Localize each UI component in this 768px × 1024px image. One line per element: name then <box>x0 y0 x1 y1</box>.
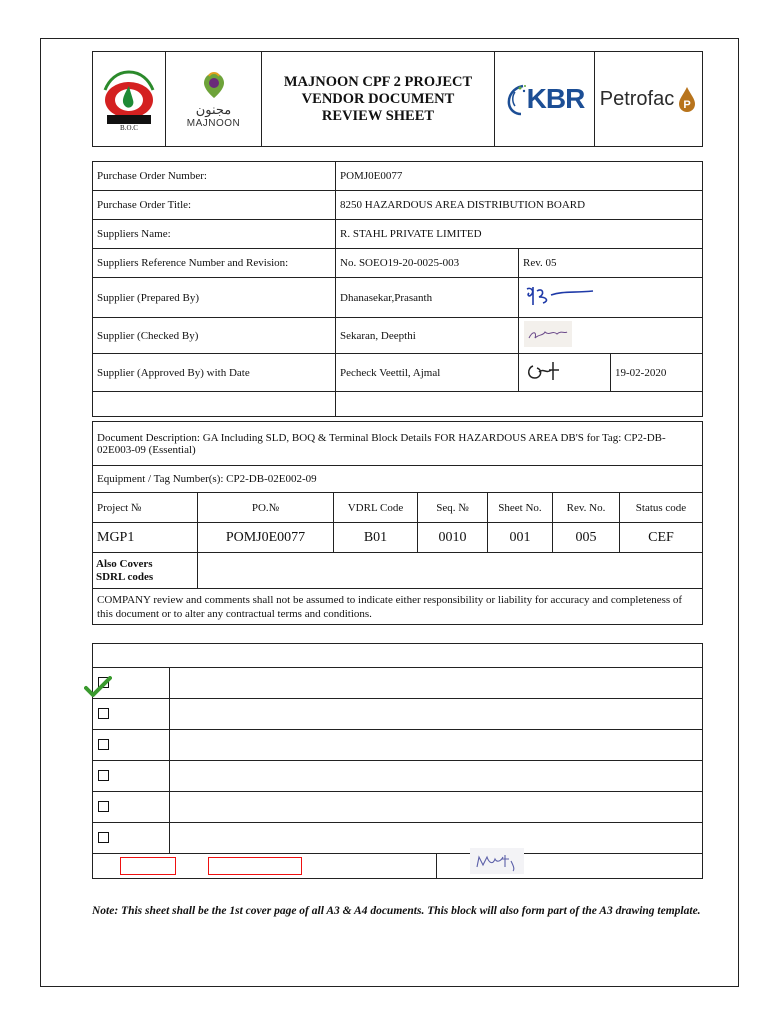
supplier-name-label: Suppliers Name: <box>93 220 336 249</box>
blank-cell-right <box>336 392 703 417</box>
also-covers-row <box>93 553 703 589</box>
val-sheet: 001 <box>488 523 553 553</box>
checked-label: Supplier (Checked By) <box>93 318 336 354</box>
po-title-label: Purchase Order Title: <box>93 191 336 220</box>
checkbox-cell-4 <box>93 761 170 792</box>
checklist-row-2 <box>93 699 703 730</box>
hdr-po: PO.№ <box>198 493 334 523</box>
petrofac-logo-cell <box>595 52 702 146</box>
approved-signature-cell <box>519 354 611 392</box>
hdr-rev: Rev. No. <box>553 493 620 523</box>
majnoon-logo-icon <box>199 70 229 100</box>
checklist-header-cell <box>93 644 703 668</box>
checkbox-4[interactable] <box>98 770 109 781</box>
also-covers-line-1: Also Covers <box>96 557 153 570</box>
row-supplier-name <box>93 220 703 249</box>
approved-signature <box>523 358 573 384</box>
hdr-seq: Seq. № <box>418 493 488 523</box>
checked-signature <box>523 320 573 348</box>
checklist-text-1 <box>170 668 703 699</box>
kbr-logo-text: KBR <box>526 83 585 114</box>
code-values-row <box>93 523 703 553</box>
prepared-signature <box>523 283 603 309</box>
svg-text:P: P <box>683 99 691 111</box>
row-po-number <box>93 162 703 191</box>
checklist-text-5 <box>170 792 703 823</box>
also-covers-value <box>198 553 703 589</box>
row-blank <box>93 392 703 417</box>
checklist-header-row <box>93 644 703 668</box>
prepared-name: Dhanasekar,Prasanth <box>336 278 519 318</box>
row-approved <box>93 354 703 392</box>
checkbox-6[interactable] <box>98 832 109 843</box>
ref-label: Suppliers Reference Number and Revision: <box>93 249 336 278</box>
prepared-label: Supplier (Prepared By) <box>93 278 336 318</box>
checked-signature-cell <box>519 318 703 354</box>
equipment-tag: Equipment / Tag Number(s): CP2-DB-02E002-09 <box>93 466 703 493</box>
val-po: POMJ0E0077 <box>198 523 334 553</box>
petrofac-drop-icon <box>677 85 697 113</box>
also-covers-label <box>93 553 198 589</box>
cover-page-note: Note: This sheet shall be the 1st cover page of all A3 & A4 documents. This block will also form part of the A3 drawing template. <box>92 905 701 917</box>
checkmark-icon <box>84 676 112 698</box>
checkbox-3[interactable] <box>98 739 109 750</box>
val-status: CEF <box>620 523 703 553</box>
doc-description: Document Description: GA Including SLD, BOQ & Terminal Block Details FOR HAZARDOUS AREA DB'S for Tag: CP2-DB-02E003-09 (Essential) <box>93 422 703 466</box>
boc-label: B.O.C <box>120 124 138 132</box>
majnoon-logo-cell <box>166 52 262 146</box>
petrofac-logo-text: Petrofac <box>599 87 675 110</box>
approved-name: Pecheck Veettil, Ajmal <box>336 354 519 392</box>
code-header-row <box>93 493 703 523</box>
red-highlight-box-1 <box>120 857 176 875</box>
ref-number: No. SOEO19-20-0025-003 <box>336 249 519 278</box>
checklist-text-6 <box>170 823 703 854</box>
row-prepared <box>93 278 703 318</box>
blank-cell-left <box>93 392 336 417</box>
checkbox-cell-2 <box>93 699 170 730</box>
checkbox-2[interactable] <box>98 708 109 719</box>
title-cell <box>262 52 495 146</box>
boc-logo <box>99 66 159 132</box>
po-title-value: 8250 HAZARDOUS AREA DISTRIBUTION BOARD <box>336 191 703 220</box>
checkbox-cell-6 <box>93 823 170 854</box>
kbr-globe-icon <box>505 82 527 116</box>
po-number-value: POMJ0E0077 <box>336 162 703 191</box>
header-block <box>92 51 703 147</box>
val-project: MGP1 <box>93 523 198 553</box>
hdr-status: Status code <box>620 493 703 523</box>
row-doc-description <box>93 422 703 466</box>
reviewer-row <box>92 853 703 879</box>
description-table <box>92 421 703 493</box>
checklist-text-4 <box>170 761 703 792</box>
checklist-row-3 <box>93 730 703 761</box>
majnoon-english: MAJNOON <box>186 117 241 129</box>
title-line-3: REVIEW SHEET <box>321 107 435 124</box>
row-po-title <box>93 191 703 220</box>
checklist-row-5 <box>93 792 703 823</box>
supplier-name-value: R. STAHL PRIVATE LIMITED <box>336 220 703 249</box>
ref-rev: Rev. 05 <box>519 249 703 278</box>
kbr-logo-cell <box>495 52 595 146</box>
row-supplier-ref <box>93 249 703 278</box>
approved-date: 19-02-2020 <box>611 354 703 392</box>
val-rev: 005 <box>553 523 620 553</box>
checkbox-cell-3 <box>93 730 170 761</box>
company-notice: COMPANY review and comments shall not be assumed to indicate either responsibility or liability for accuracy and completeness of this document or to alter any contractual terms and conditions. <box>93 589 703 625</box>
checklist-text-2 <box>170 699 703 730</box>
also-covers-line-2: SDRL codes <box>96 570 154 583</box>
val-seq: 0010 <box>418 523 488 553</box>
hdr-vdrl: VDRL Code <box>334 493 418 523</box>
checklist-text-3 <box>170 730 703 761</box>
red-highlight-box-2 <box>208 857 302 875</box>
checkbox-cell-5 <box>93 792 170 823</box>
boc-logo-cell <box>93 52 166 146</box>
majnoon-arabic: مجنون <box>195 101 232 117</box>
title-line-2: VENDOR DOCUMENT <box>301 90 455 107</box>
title-line-1: MAJNOON CPF 2 PROJECT <box>283 73 473 90</box>
reviewer-divider <box>436 853 437 878</box>
row-checked <box>93 318 703 354</box>
val-vdrl: B01 <box>334 523 418 553</box>
notice-row <box>93 589 703 625</box>
reviewer-signature <box>469 847 525 875</box>
review-checklist <box>92 643 703 854</box>
checklist-row-4 <box>93 761 703 792</box>
row-equipment <box>93 466 703 493</box>
checklist-row-1 <box>93 668 703 699</box>
hdr-sheet: Sheet No. <box>488 493 553 523</box>
po-number-label: Purchase Order Number: <box>93 162 336 191</box>
checkbox-5[interactable] <box>98 801 109 812</box>
info-table <box>92 161 703 417</box>
prepared-signature-cell <box>519 278 703 318</box>
checked-name: Sekaran, Deepthi <box>336 318 519 354</box>
checklist-row-6 <box>93 823 703 854</box>
code-table <box>92 492 703 625</box>
approved-label: Supplier (Approved By) with Date <box>93 354 336 392</box>
hdr-project: Project № <box>93 493 198 523</box>
